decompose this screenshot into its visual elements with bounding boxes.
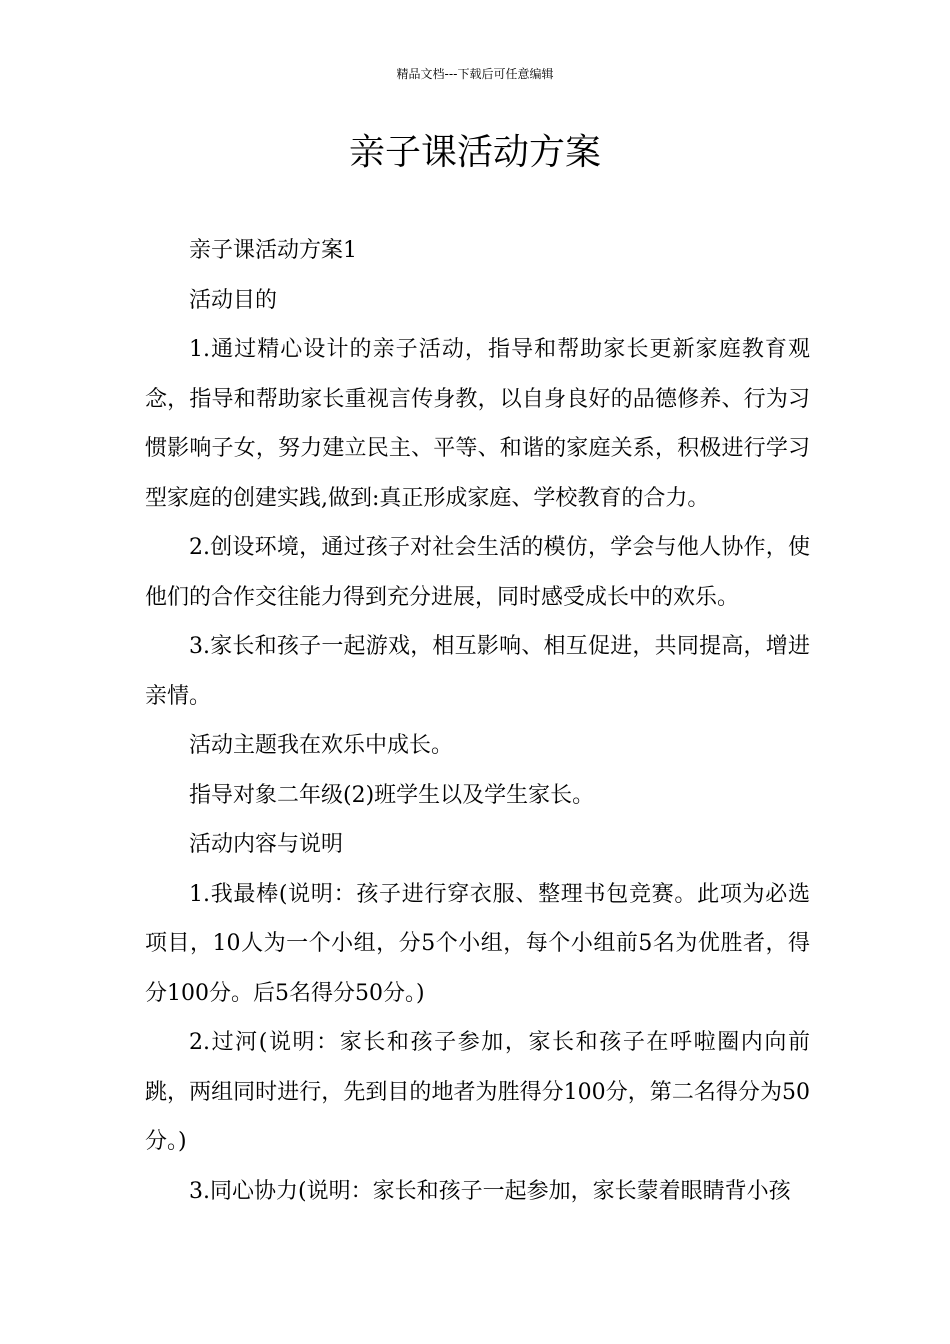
paragraph: 2.过河(说明：家长和孩子参加，家长和孩子在呼啦圈内向前跳，两组同时进行，先到目的地者为胜得分100分，第二名得分为50分。) <box>145 1030 810 1154</box>
document-title: 亲子课活动方案 <box>348 132 601 173</box>
subheading-content: 活动内容与说明 <box>189 832 344 857</box>
paragraph: 2.创设环境，通过孩子对社会生活的模仿，学会与他人协作，使他们的合作交往能力得到充分进展，同时感受成长中的欢乐。 <box>145 535 810 610</box>
paragraph-audience: 指导对象二年级(2)班学生以及学生家长。 <box>189 782 595 808</box>
document-body <box>145 226 810 1216</box>
paragraph: 1.我最棒(说明：孩子进行穿衣服、整理书包竞赛。此项为必选项目，10人为一个小组，分5个小组，每个小组前5名为优胜者，得分100分。后5名得分50分。) <box>145 881 810 1006</box>
paragraph-theme: 活动主题我在欢乐中成长。 <box>189 733 454 758</box>
section-heading: 亲子课活动方案1 <box>189 238 357 263</box>
paragraph: 1.通过精心设计的亲子活动，指导和帮助家长更新家庭教育观念，指导和帮助家长重视言传身教，以自身良好的品德修养、行为习惯影响子女，努力建立民主、平等、和谐的家庭关系，积极进行学习型家庭的创建实践,做到:真正形成家庭、学校教育的合力。 <box>145 337 810 511</box>
paragraph: 3.同心协力(说明：家长和孩子一起参加，家长蒙着眼睛背小孩 <box>189 1178 791 1204</box>
paragraph: 3.家长和孩子一起游戏，相互影响、相互促进，共同提高，增进亲情。 <box>145 634 810 709</box>
header-note: 精品文档---下载后可任意编辑 <box>396 67 554 81</box>
subheading-purpose: 活动目的 <box>189 287 278 313</box>
